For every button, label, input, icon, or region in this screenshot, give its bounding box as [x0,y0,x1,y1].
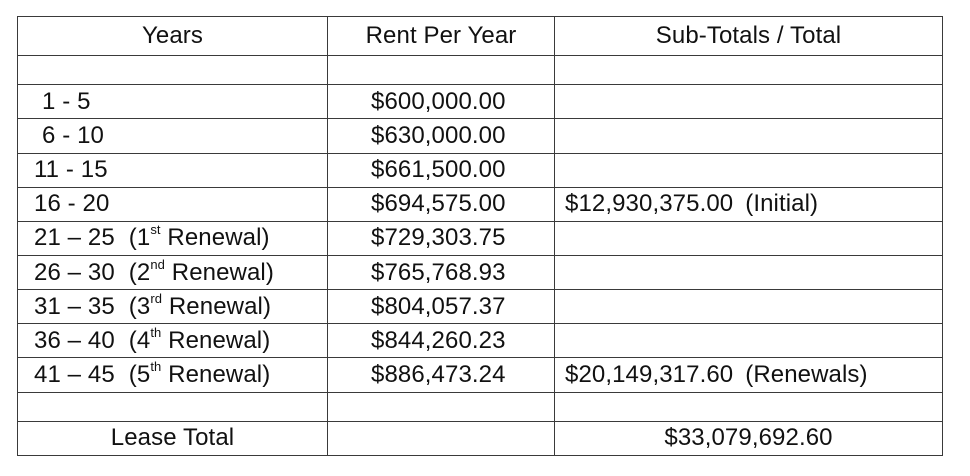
years-cell: 16 - 20 [18,187,328,221]
renewal-label: (2nd Renewal) [128,256,274,286]
table-row [18,358,943,392]
lease-total-label: Lease Total [18,421,328,455]
subtotal-cell [555,119,943,153]
table-row [18,153,943,187]
table-row [18,187,943,221]
blank-cell [18,56,328,85]
header-years: Years [18,17,328,56]
subtotal-note: (Renewals) [745,360,868,388]
subtotal-value: $20,149,317.60 [565,360,734,388]
renewal-number: 1 [136,224,151,252]
subtotal-cell [555,324,943,358]
rent-cell: $729,303.75 [328,221,555,255]
years-range: 36 – 40 [34,326,115,354]
rent-schedule-table [17,16,943,456]
blank-cell [555,56,943,85]
rent-schedule-sheet [17,16,942,456]
subtotal-cell [555,358,943,392]
renewal-ordinal: th [150,324,162,340]
table-row [18,85,943,119]
renewal-word: Renewal) [171,258,274,286]
years-cell: 11 - 15 [18,153,328,187]
rent-cell: $661,500.00 [328,153,555,187]
renewal-number: 5 [136,360,151,388]
subtotal-cell [555,153,943,187]
rent-cell: $694,575.00 [328,187,555,221]
renewal-word: Renewal) [168,326,271,354]
renewal-ordinal: st [150,222,161,238]
table-row [18,290,943,324]
blank-cell [328,421,555,455]
renewal-word: Renewal) [168,292,272,320]
years-range: 41 – 45 [34,360,115,388]
table-row [18,256,943,290]
renewal-ordinal: rd [150,290,163,306]
years-cell [18,290,328,324]
years-cell [18,221,328,255]
renewal-word: Renewal) [168,360,271,388]
rent-cell: $600,000.00 [328,85,555,119]
years-cell [18,256,328,290]
blank-cell [18,392,328,421]
table-row [18,324,943,358]
blank-cell [328,56,555,85]
blank-row [18,392,943,421]
subtotal-cell [555,85,943,119]
renewal-label: (4th Renewal) [128,324,271,354]
lease-total-value: $33,079,692.60 [555,421,943,455]
rent-cell: $804,057.37 [328,290,555,324]
subtotal-cell [555,187,943,221]
rent-cell: $765,768.93 [328,256,555,290]
subtotal-note: (Initial) [745,190,819,218]
renewal-number: 4 [136,326,151,354]
blank-cell [555,392,943,421]
years-range: 21 – 25 [34,224,115,252]
subtotal-cell [555,221,943,255]
subtotal-value: $12,930,375.00 [565,190,734,218]
renewal-number: 3 [136,292,151,320]
renewal-label: (3rd Renewal) [128,290,272,320]
years-cell [18,358,328,392]
header-subtotals: Sub-Totals / Total [555,17,943,56]
renewal-label: (1st Renewal) [128,222,270,252]
renewal-word: Renewal) [167,224,270,252]
subtotal-cell [555,256,943,290]
years-range: 26 – 30 [34,258,115,286]
rent-cell: $886,473.24 [328,358,555,392]
rent-cell: $844,260.23 [328,324,555,358]
blank-row [18,56,943,85]
table-row [18,221,943,255]
rent-cell: $630,000.00 [328,119,555,153]
header-row [18,17,943,56]
renewal-label: (5th Renewal) [128,358,271,388]
renewal-number: 2 [136,258,151,286]
table-row [18,119,943,153]
years-cell: 1 - 5 [18,85,328,119]
blank-cell [328,392,555,421]
renewal-ordinal: th [150,358,162,374]
header-rent-per-year: Rent Per Year [328,17,555,56]
years-cell [18,324,328,358]
subtotal-cell [555,290,943,324]
years-cell: 6 - 10 [18,119,328,153]
renewal-ordinal: nd [150,256,165,272]
total-row [18,421,943,455]
years-range: 31 – 35 [34,292,115,320]
